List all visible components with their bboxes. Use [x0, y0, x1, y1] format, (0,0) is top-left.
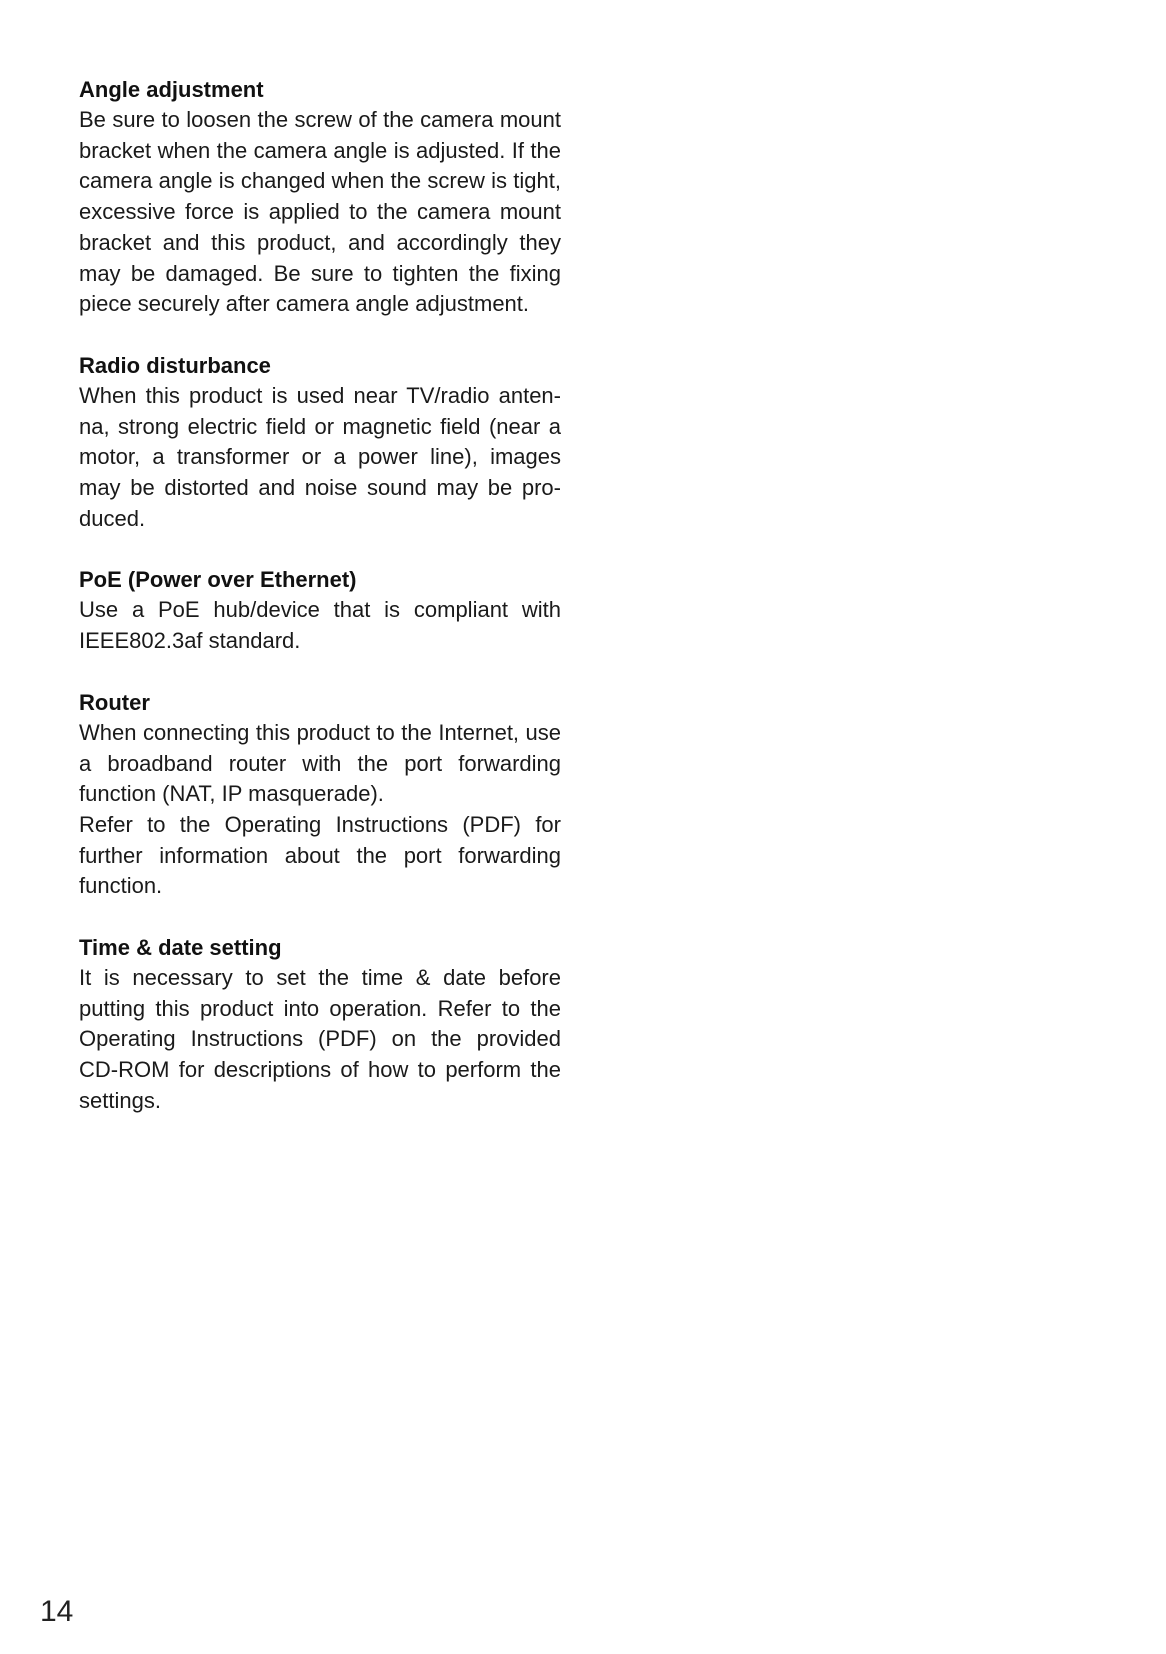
section-heading: Angle adjustment	[79, 77, 264, 102]
section-radio-disturbance	[79, 350, 561, 535]
section-paragraph: Be sure to loosen the screw of the camera mount bracket when the camera angle is adjusted. If the camera angle is changed when the screw is tight, excessive force is applied to the camera mount bracket and this product, and accordingly they may be damaged. Be sure to tighten the fixing piece securely after camera angle adjustment.	[79, 107, 561, 317]
section-heading: PoE (Power over Ethernet)	[79, 567, 357, 593]
section-time-date-setting	[79, 932, 561, 1117]
section-poe	[79, 564, 561, 656]
section-paragraph: It is necessary to set the time & date before putting this product into operation. Refer to the Operating Instructions (PDF) on the provided CD-ROM for descriptions of how to perform the settings.	[79, 965, 561, 1113]
section-heading: Router	[79, 689, 150, 715]
section-paragraph: When this product is used near TV/radio antenna, strong electric field or magnetic field (near a motor, a transformer or a power line), images may be distorted and noise sound may be produced.	[79, 382, 561, 531]
section-paragraph: When connecting this product to the Internet, use a broadband router with the port forwarding function (NAT, IP masquerade).	[79, 719, 561, 807]
page-number: 14	[40, 1595, 74, 1628]
text-column	[79, 74, 561, 1147]
section-heading: Time & date setting	[79, 935, 282, 961]
section-paragraph: Use a PoE hub/device that is compliant with IEEE802.3af standard.	[79, 597, 561, 654]
section-angle-adjustment	[79, 74, 561, 320]
section-paragraph: Refer to the Operating Instructions (PDF) for further information about the port forwarding function.	[79, 811, 561, 899]
section-heading: Radio disturbance	[79, 352, 271, 378]
section-router	[79, 687, 561, 902]
